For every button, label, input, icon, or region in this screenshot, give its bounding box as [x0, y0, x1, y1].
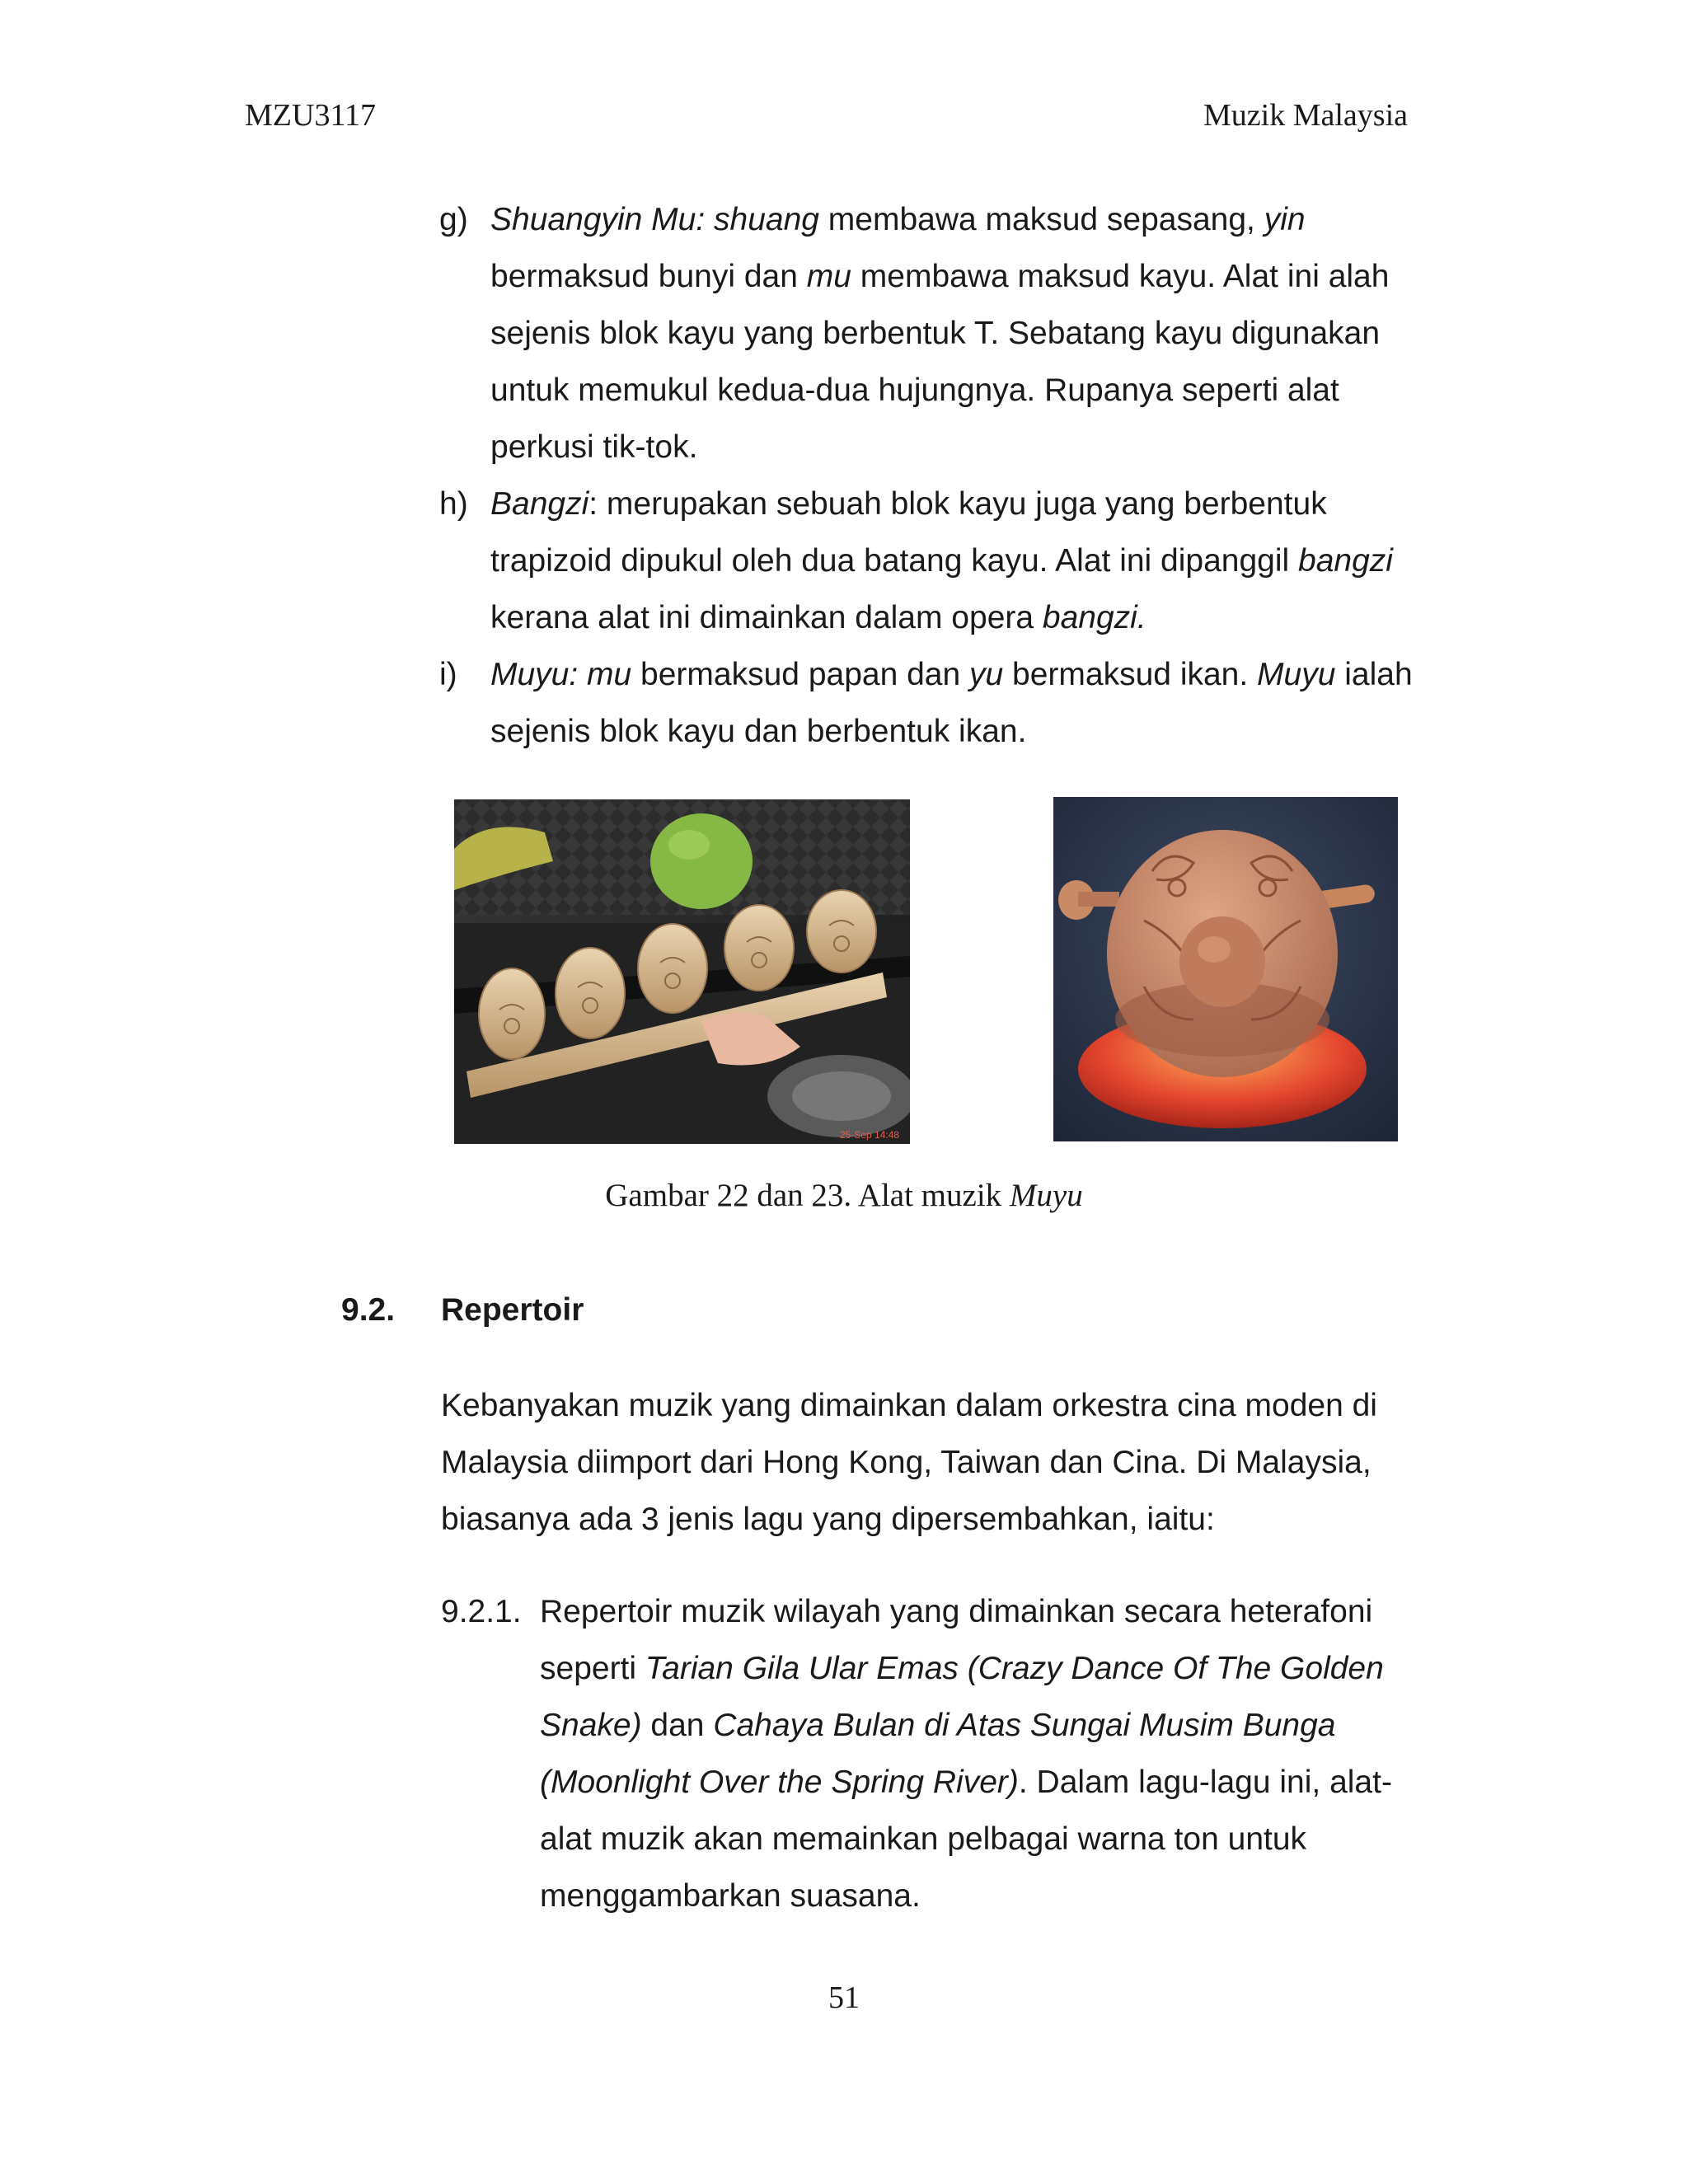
figure-muyu-single-photo [1053, 797, 1398, 1141]
list-item-h [439, 476, 1445, 646]
photo-timestamp: 25-Sep 14:48 [840, 1129, 900, 1141]
list-text-i: Muyu: mu bermaksud papan dan yu bermaksud ikan. Muyu ialah sejenis blok kayu dan berbentuk ikan. [490, 657, 1413, 749]
list-marker-h: h) [439, 486, 468, 522]
header-course-title: Muzik Malaysia [1203, 98, 1408, 133]
list-marker-g: g) [439, 202, 468, 237]
list-marker-i: i) [439, 657, 457, 692]
list-item-i [439, 646, 1445, 760]
section-number: 9.2. [341, 1292, 396, 1328]
subsection-text: Repertoir muzik wilayah yang dimainkan secara heterafoni seperti Tarian Gila Ular Emas (Crazy Dance Of The Golden Snake) dan Cahaya Bulan di Atas Sungai Musim Bunga (Moonlight Over the Spring River). Dalam lagu-lagu ini, alat-alat muzik akan memainkan pelbagai warna ton untuk menggambarkan suasana. [540, 1594, 1392, 1914]
figure-muyu-set-photo [454, 799, 910, 1144]
page-number: 51 [828, 1980, 860, 2015]
header-course-code: MZU3117 [245, 98, 377, 133]
list-text-h: Bangzi: merupakan sebuah blok kayu juga yang berbentuk trapizoid dipukul oleh dua batang kayu. Alat ini dipanggil bangzi kerana alat ini dimainkan dalam opera bangzi. [490, 486, 1393, 635]
subsection-number: 9.2.1. [441, 1594, 522, 1629]
intro-paragraph: Kebanyakan muzik yang dimainkan dalam orkestra cina moden di Malaysia diimport dari Hong Kong, Taiwan dan Cina. Di Malaysia, biasanya ada 3 jenis lagu yang dipersembahkan, iaitu: [441, 1388, 1377, 1537]
list-text-g: Shuangyin Mu: shuang membawa maksud sepasang, yin bermaksud bunyi dan mu membawa maksud kayu. Alat ini alah sejenis blok kayu yang berbentuk T. Sebatang kayu digunakan untuk memukul kedua-dua hujungnya. Rupanya seperti alat perkusi tik-tok. [490, 202, 1390, 465]
list-item-g [439, 191, 1445, 476]
section-title: Repertoir [441, 1292, 584, 1328]
figure-caption: Gambar 22 dan 23. Alat muzik Muyu [605, 1178, 1083, 1213]
